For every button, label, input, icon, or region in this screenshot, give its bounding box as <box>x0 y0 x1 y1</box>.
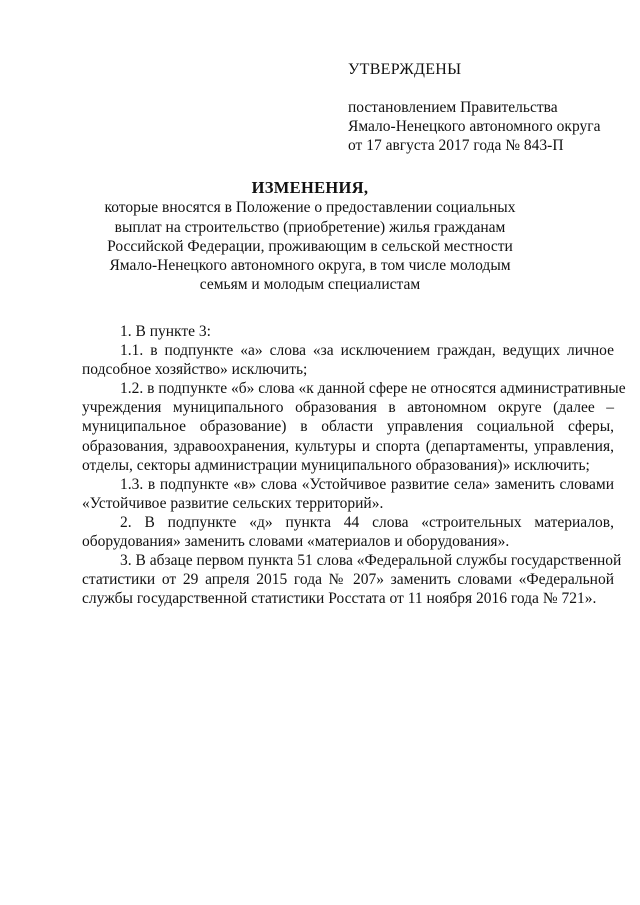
paragraph-line: отделы, секторы администрации муниципального образования)» исключить; <box>82 456 590 474</box>
paragraph-1 <box>82 322 614 341</box>
paragraph-line: 1.1. в подпункте «а» слова «за исключением граждан, ведущих личное <box>120 342 614 360</box>
paragraph-line: службы государственной статистики Росстата от 11 ноября 2016 года № 721». <box>82 590 597 608</box>
paragraph-line: муниципальное образование) в области управления социальной сферы, <box>82 418 614 436</box>
document-title: ИЗМЕНЕНИЯ, <box>251 178 369 197</box>
paragraph-line: 1.2. в подпункте «б» слова «к данной сфере не относятся административные <box>120 380 626 398</box>
title-line: Российской Федерации, проживающим в сельской местности <box>107 237 513 255</box>
paragraph-line: 3. В абзаце первом пункта 51 слова «Федеральной службы государственной <box>120 552 622 570</box>
approval-stamp <box>348 60 608 155</box>
paragraph-line: «Устойчивое развитие сельских территорий». <box>82 494 384 512</box>
title-line: выплат на строительство (приобретение) жилья гражданам <box>114 218 506 236</box>
paragraph-line: 1. В пункте 3: <box>120 323 211 340</box>
approval-line: Ямало-Ненецкого автономного округа <box>348 118 601 135</box>
paragraph-1-2 <box>82 379 626 474</box>
paragraph-line: подсобное хозяйство» исключить; <box>82 361 308 379</box>
paragraph-line: образования, здравоохранения, культуры и спорта (департаменты, управления, <box>82 437 614 455</box>
approval-line: постановлением Правительства <box>348 99 558 116</box>
paragraph-line: 1.3. в подпункте «в» слова «Устойчивое развитие села» заменить словами <box>120 475 614 493</box>
paragraph-1-1 <box>82 341 614 379</box>
document-title-block <box>100 178 520 295</box>
paragraph-line: статистики от 29 апреля 2015 года № 207» заменить словами «Федеральной <box>82 571 614 589</box>
paragraph-1-3 <box>82 475 614 513</box>
paragraph-line: учреждения муниципального образования в автономном округе (далее – <box>82 399 614 417</box>
approval-line: от 17 августа 2017 года № 843-П <box>348 137 564 154</box>
paragraph-2 <box>82 513 614 551</box>
paragraph-line: 2. В подпункте «д» пункта 44 слова «строительных материалов, <box>120 513 614 531</box>
paragraph-3 <box>82 551 622 608</box>
paragraph-line: оборудования» заменить словами «материалов и оборудования». <box>82 533 510 551</box>
document-body <box>82 322 626 608</box>
title-line: Ямало-Ненецкого автономного округа, в том числе молодым <box>109 257 511 275</box>
title-line: которые вносятся в Положение о предоставлении социальных <box>104 199 516 217</box>
title-line: семьям и молодым специалистам <box>199 276 421 294</box>
approval-heading: УТВЕРЖДЕНЫ <box>348 61 462 78</box>
